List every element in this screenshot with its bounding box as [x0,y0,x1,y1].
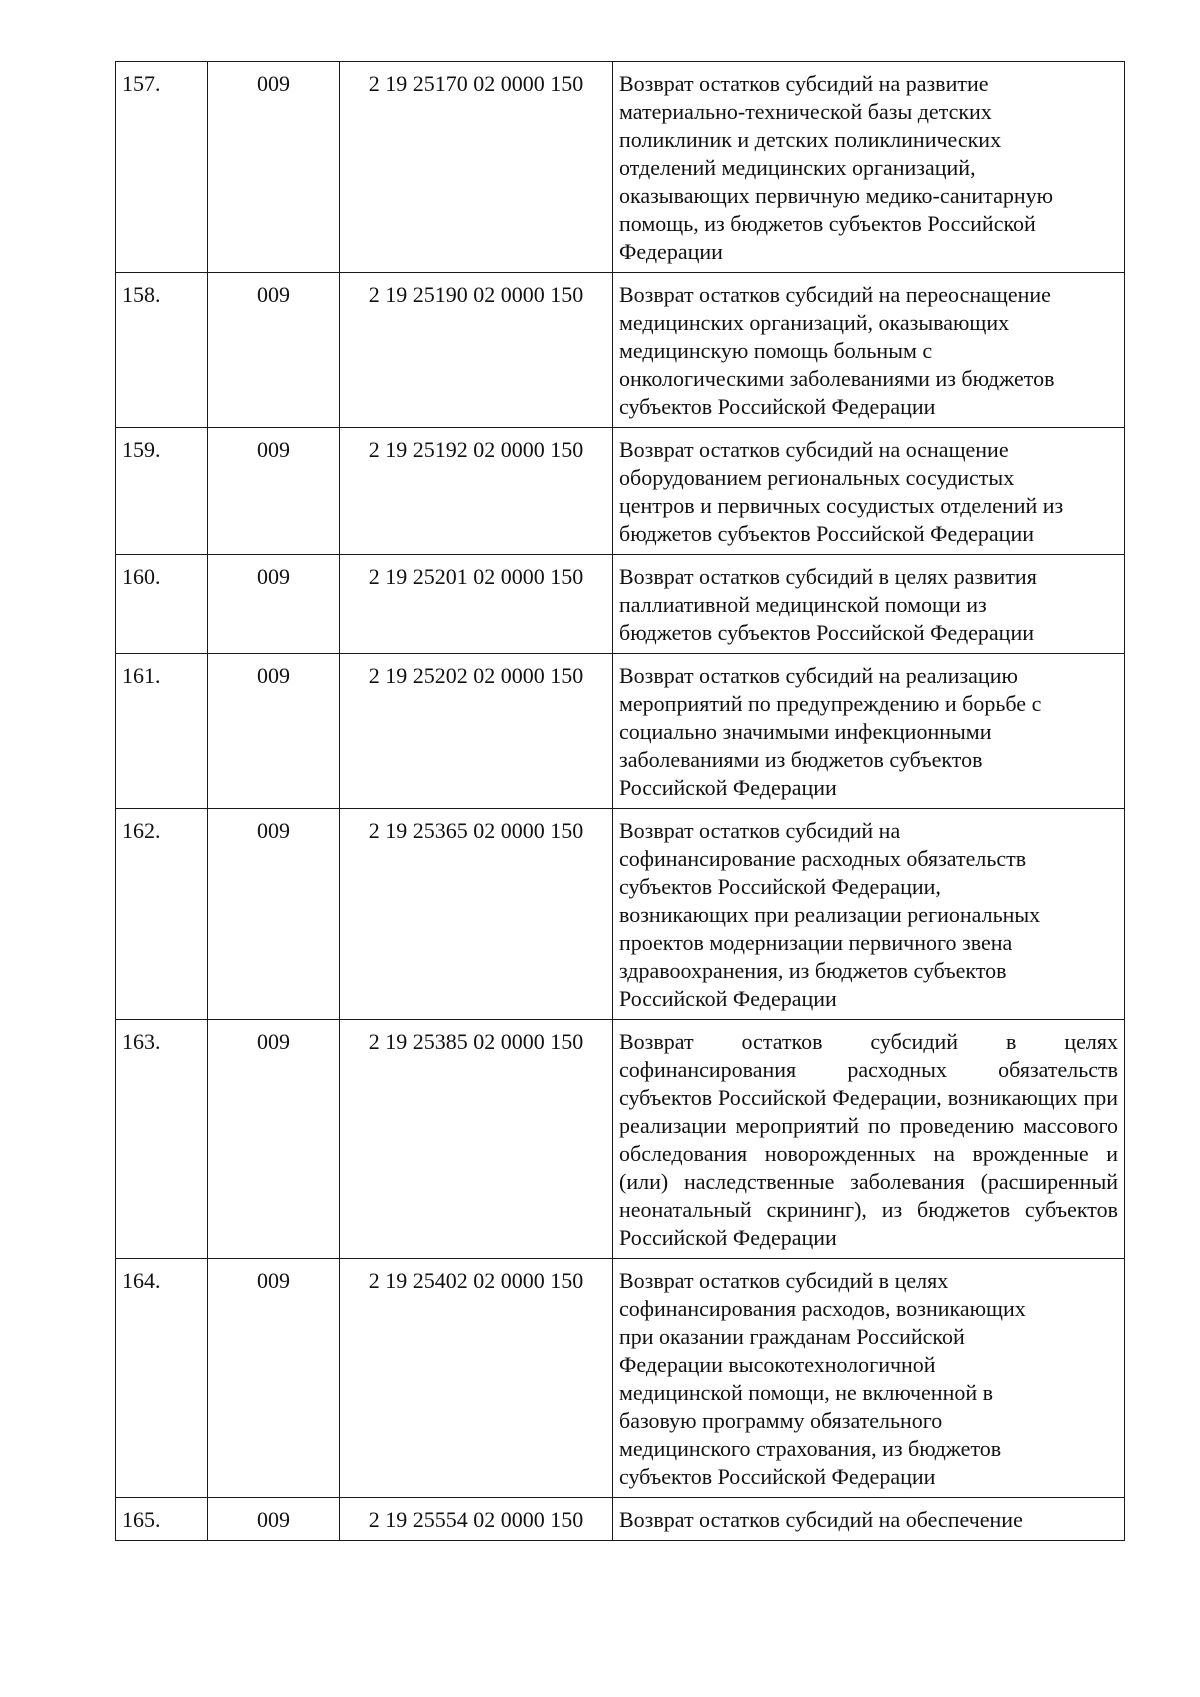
revenue-name-cell [613,1498,1125,1541]
revenue-name-cell [613,273,1125,428]
row-number-cell: 161. [116,654,208,809]
administrator-code-cell: 009 [208,1259,340,1498]
revenue-name-line: Возврат остатков субсидий на развитие [619,71,989,96]
table-body [116,62,1125,1541]
row-number-cell: 158. [116,273,208,428]
revenue-name-line: оказывающих первичную медико-санитарную [619,183,1054,208]
revenue-name-line: Федерации [619,239,723,264]
table-row [116,1020,1125,1259]
revenue-name-line: софинансирование расходных обязательств [619,846,1027,871]
revenue-name-cell [613,809,1125,1020]
revenue-name-line: субъектов Российской Федерации [619,394,936,419]
administrator-code-cell: 009 [208,1020,340,1259]
table-row [116,1498,1125,1541]
administrator-code-cell: 009 [208,62,340,273]
revenue-name-line: Возврат остатков субсидий на реализацию [619,663,1018,688]
table-row [116,654,1125,809]
revenue-code-cell: 2 19 25365 02 0000 150 [340,809,613,1020]
revenue-name-line: помощь, из бюджетов субъектов Российской [619,211,1036,236]
revenue-name-line: проектов модернизации первичного звена [619,930,1013,955]
table-row [116,62,1125,273]
row-number-cell: 162. [116,809,208,1020]
revenue-name-line: Возврат остатков субсидий в целях [619,1268,949,1293]
revenue-code-cell: 2 19 25201 02 0000 150 [340,555,613,654]
revenue-code-cell: 2 19 25202 02 0000 150 [340,654,613,809]
revenue-name-cell [613,654,1125,809]
row-number-cell: 159. [116,428,208,555]
revenue-name-line: Возврат остатков субсидий в целях развития [619,564,1037,589]
table-row [116,428,1125,555]
revenue-name-line: поликлиник и детских поликлинических [619,127,1002,152]
row-number-cell: 157. [116,62,208,273]
revenue-name-text: Возврат остатков субсидий в целях софинансирования расходных обязательств субъектов Российской Федерации, возникающих при реализации мероприятий по проведению массового обследования новорожденных на врожденные и (или) наследственные заболевания (расширенный неонатальный скрининг), из бюджетов субъектов Российской Федерации [619,1029,1118,1250]
administrator-code-cell: 009 [208,654,340,809]
revenue-name-cell [613,428,1125,555]
administrator-code-cell: 009 [208,555,340,654]
revenue-name-line: онкологическими заболеваниями из бюджетов [619,366,1055,391]
revenue-name-line: медицинской помощи, не включенной в [619,1380,994,1405]
table-row [116,273,1125,428]
row-number-cell: 160. [116,555,208,654]
table-row [116,809,1125,1020]
revenue-name-line: базовую программу обязательного [619,1408,943,1433]
revenue-name-line: мероприятий по предупреждению и борьбе с [619,691,1042,716]
revenue-name-line: бюджетов субъектов Российской Федерации [619,521,1034,546]
table-row [116,555,1125,654]
revenue-name-line: материально-технической базы детских [619,99,992,124]
revenue-name-line: медицинских организаций, оказывающих [619,310,1010,335]
revenue-name-line: оборудованием региональных сосудистых [619,465,1015,490]
revenue-code-cell: 2 19 25385 02 0000 150 [340,1020,613,1259]
revenue-name-line: центров и первичных сосудистых отделений из [619,493,1064,518]
row-number-cell: 165. [116,1498,208,1541]
revenue-name-cell [613,1020,1125,1259]
revenue-name-line: бюджетов субъектов Российской Федерации [619,620,1034,645]
revenue-name-line: заболеваниями из бюджетов субъектов [619,747,983,772]
administrator-code-cell: 009 [208,428,340,555]
revenue-name-line: Возврат остатков субсидий на оснащение [619,437,1009,462]
revenue-name-line: медицинского страхования, из бюджетов [619,1436,1002,1461]
row-number-cell: 163. [116,1020,208,1259]
revenue-name-line: Федерации высокотехнологичной [619,1352,936,1377]
revenue-name-line: Российской Федерации [619,775,837,800]
revenue-name-cell [613,1259,1125,1498]
revenue-name-line: субъектов Российской Федерации, [619,874,941,899]
revenue-name-line: медицинскую помощь больным с [619,338,933,363]
administrator-code-cell: 009 [208,1498,340,1541]
revenue-name-line: возникающих при реализации региональных [619,902,1041,927]
revenue-name-cell [613,62,1125,273]
row-number-cell: 164. [116,1259,208,1498]
revenue-code-cell: 2 19 25170 02 0000 150 [340,62,613,273]
revenue-name-line: при оказании гражданам Российской [619,1324,965,1349]
administrator-code-cell: 009 [208,273,340,428]
revenue-name-line: субъектов Российской Федерации [619,1464,936,1489]
revenue-code-cell: 2 19 25192 02 0000 150 [340,428,613,555]
revenue-name-line: софинансирования расходов, возникающих [619,1296,1026,1321]
table-row [116,1259,1125,1498]
revenue-name-line: паллиативной медицинской помощи из [619,592,987,617]
revenue-code-cell: 2 19 25554 02 0000 150 [340,1498,613,1541]
budget-codes-table [115,61,1125,1541]
revenue-name-line: Возврат остатков субсидий на переоснащение [619,282,1051,307]
revenue-name-line: отделений медицинских организаций, [619,155,976,180]
revenue-code-cell: 2 19 25402 02 0000 150 [340,1259,613,1498]
revenue-name-line: Российской Федерации [619,986,837,1011]
revenue-name-line: социально значимыми инфекционными [619,719,992,744]
revenue-name-line: Возврат остатков субсидий на обеспечение [619,1507,1023,1532]
revenue-name-cell [613,555,1125,654]
revenue-name-line: здравоохранения, из бюджетов субъектов [619,958,1007,983]
revenue-name-line: Возврат остатков субсидий на [619,818,901,843]
revenue-code-cell: 2 19 25190 02 0000 150 [340,273,613,428]
administrator-code-cell: 009 [208,809,340,1020]
